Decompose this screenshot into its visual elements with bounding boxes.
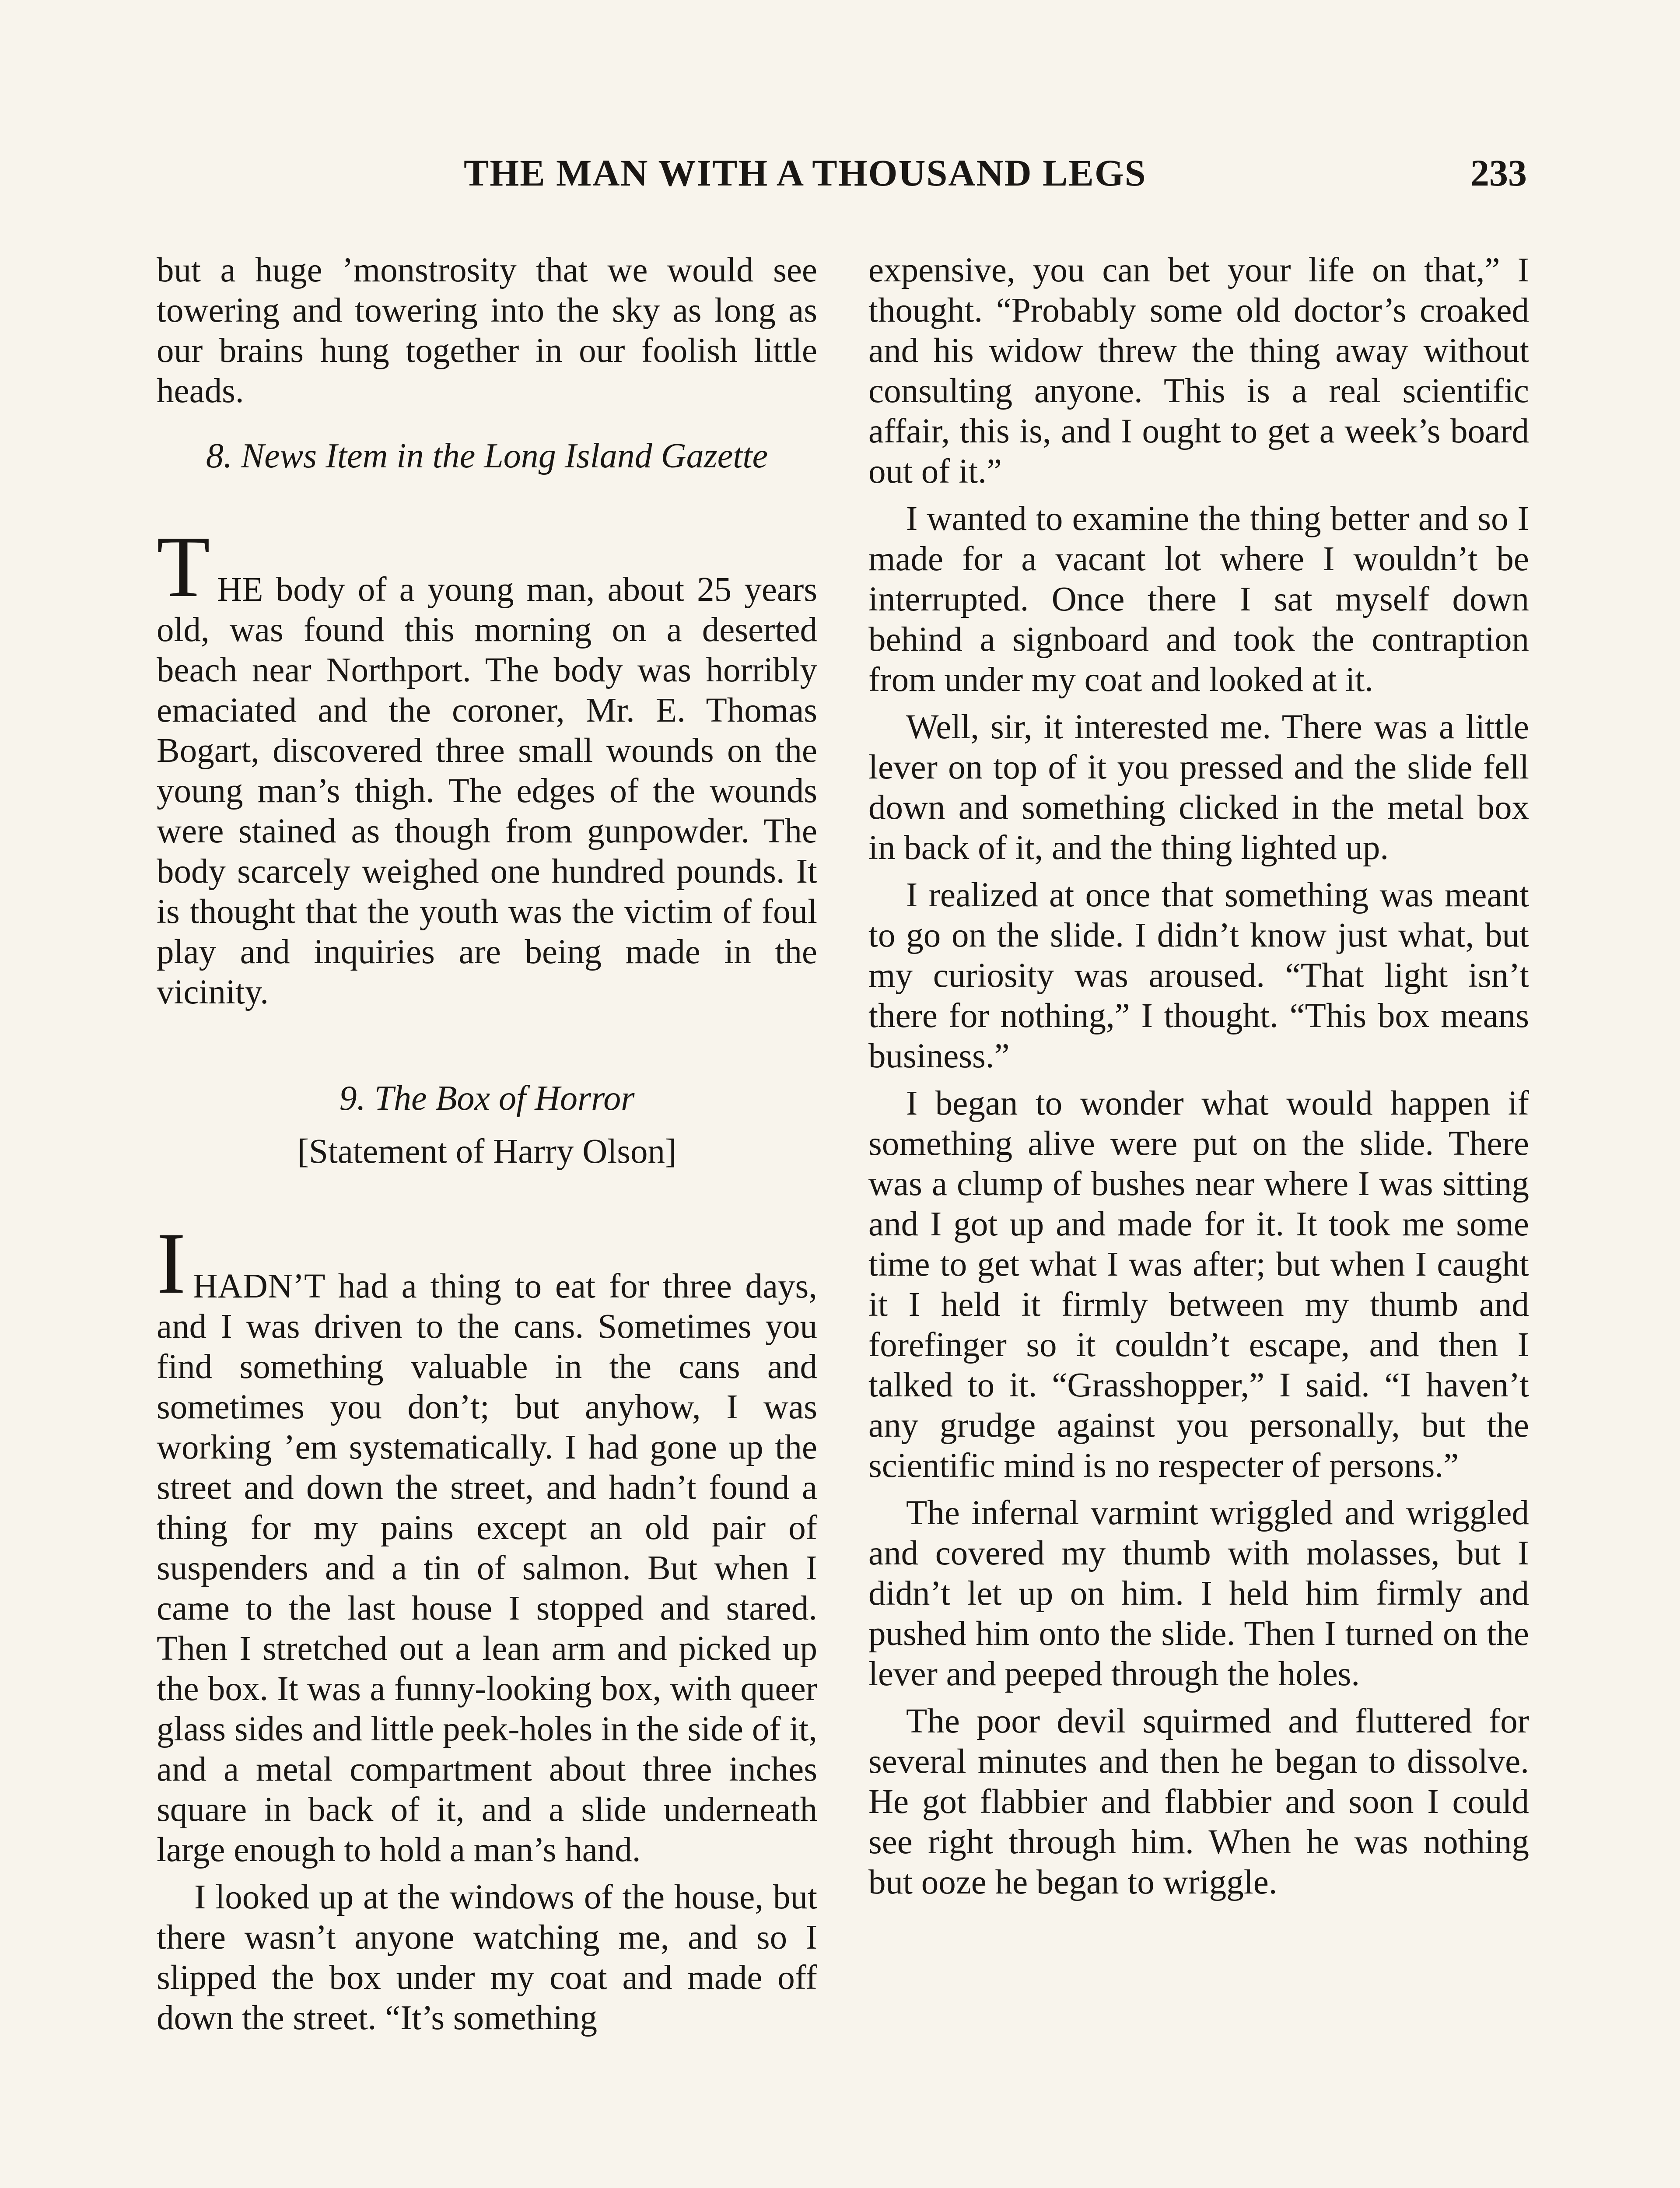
paragraph: I realized at once that something was meant to go on the slide. I didn’t know just what, but my curiosity was aroused. “That light isn’t there for nothing,” I thought. “This box means business.” <box>868 876 1529 1075</box>
drop-cap: I <box>157 1215 186 1312</box>
paragraph-text: HE body of a young man, about 25 years old, was found this morning on a deserted beach near Northport. The body was horribly emaciated and the coroner, Mr. E. Thomas Bogart, discovered three small wounds on the young man’s thigh. The edges of the wounds were stained as though from gunpowder. The body scarcely weighed one hundred pounds. It is thought that the youth was the victim of foul play and inquiries are being made in the vicinity. <box>157 571 817 1011</box>
paragraph: The poor devil squirmed and fluttered for several minutes and then he began to dissolve. He got flabbier and flabbier and soon I could see right through him. When he was nothing but ooze he began to wriggle. <box>868 1702 1529 1901</box>
running-head <box>158 151 1527 203</box>
running-title: THE MAN WITH A THOUSAND LEGS <box>464 152 1147 194</box>
news-item-paragraph <box>157 489 817 1013</box>
paragraph: Well, sir, it interested me. There was a little lever on top of it you pressed and the slide fell down and something clicked in the metal box in back of it, and the thing lighted up. <box>868 708 1529 867</box>
page-number: 233 <box>1470 152 1527 194</box>
right-column <box>868 250 1529 1910</box>
paragraph: I began to wonder what would happen if something alive were put on the slide. There was a clump of bushes near where I was sitting and I got up and made for it. It took me some time to get what I was after; but when I caught it I held it firmly between my thumb and forefinger so it couldn’t escape, and then I talked to it. “Grasshopper,” I said. “I haven’t any grudge against you personally, but the scientific mind is no respecter of persons.” <box>868 1084 1529 1485</box>
statement-paragraph <box>157 1186 817 1870</box>
paragraph: The infernal varmint wriggled and wriggled and covered my thumb with molasses, but I didn’t let up on him. I held him firmly and pushed him onto the slide. Then I turned on the lever and peeped through the holes. <box>868 1494 1529 1693</box>
section-heading: 8. News Item in the Long Island Gazette <box>206 437 768 475</box>
section-heading: 9. The Box of Horror <box>339 1079 635 1118</box>
drop-cap: T <box>157 519 210 615</box>
left-column <box>157 250 817 2045</box>
statement-label: [Statement of Harry Olson] <box>297 1133 677 1171</box>
paragraph-text: HADN’T had a thing to eat for three days, and I was driven to the cans. Sometimes you find something valuable in the cans and sometimes you don’t; but anyhow, I was working ’em systematically. I had gone up the street and down the street, and hadn’t found a thing for my pains except an old pair of suspenders and a tin of salmon. But when I came to the last house I stopped and stared. Then I stretched out a lean arm and picked up the box. It was a funny-looking box, with queer glass sides and little peek-holes in the side of it, and a metal compartment about three inches square in back of it, and a slide underneath large enough to hold a man’s hand. <box>157 1267 817 1869</box>
paragraph: but a huge ’monstrosity that we would see towering and towering into the sky as long as our brains hung together in our foolish little heads. <box>157 251 817 410</box>
paragraph: I wanted to examine the thing better and so I made for a vacant lot where I wouldn’t be interrupted. Once there I sat myself down behind a signboard and took the contraption from under my coat and looked at it. <box>868 500 1529 699</box>
paragraph: I looked up at the windows of the house, but there wasn’t anyone watching me, and so I slipped the box under my coat and made off down the street. “It’s something <box>157 1878 817 2037</box>
paragraph: expensive, you can bet your life on that,” I thought. “Probably some old doctor’s croaked and his widow threw the thing away without consulting anyone. This is a real scientific affair, this is, and I ought to get a week’s board out of it.” <box>868 251 1529 491</box>
